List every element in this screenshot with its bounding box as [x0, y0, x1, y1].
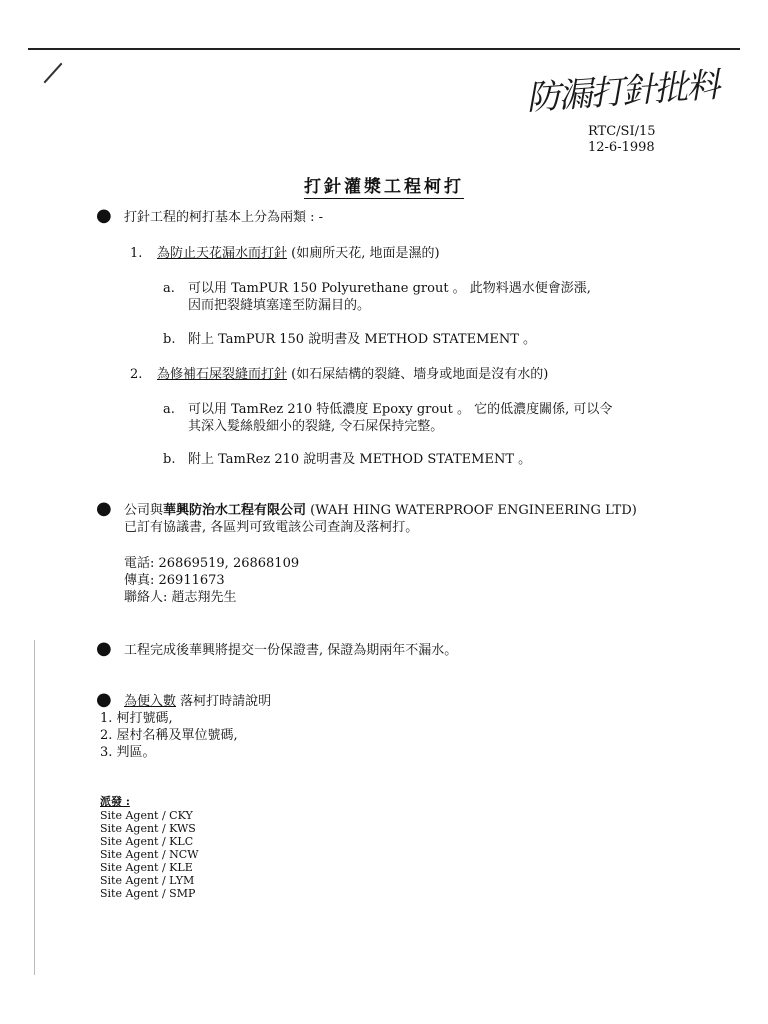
item1b-label: b.	[163, 332, 176, 347]
list-item: 2. 屋村名稱及單位號碼,	[100, 728, 238, 743]
recipient: Site Agent / SMP	[100, 887, 196, 900]
item1b-text: 附上 TamPUR 150 說明書及 METHOD STATEMENT 。	[188, 332, 537, 347]
section2-line2: 已訂有協議書, 各區判可致電該公司查詢及落柯打。	[124, 520, 419, 535]
section4-heading: 為便入數 落柯打時請說明	[124, 694, 272, 709]
section3-text: 工程完成後華興將提交一份保證書, 保證為期兩年不漏水。	[124, 643, 458, 658]
phone-line: 電話: 26869519, 26868109	[124, 556, 300, 571]
item2b-label: b.	[163, 452, 176, 467]
recipient: Site Agent / NCW	[100, 848, 199, 861]
list-item: 1. 柯打號碼,	[100, 711, 173, 726]
reference-code: RTC/SI/15	[588, 124, 656, 139]
section2-line1: 公司與華興防治水工程有限公司 (WAH HING WATERPROOF ENGINEERING LTD)	[124, 503, 637, 518]
recipient: Site Agent / KLE	[100, 861, 193, 874]
bullet: ●	[96, 498, 112, 519]
item2-number: 2.	[130, 367, 143, 382]
item2-heading: 為修補石屎裂縫而打針 (如石屎結構的裂縫、墻身或地面是沒有水的)	[157, 367, 549, 382]
top-rule	[28, 48, 740, 50]
item2b-text: 附上 TamRez 210 說明書及 METHOD STATEMENT 。	[188, 452, 532, 467]
pen-mark	[44, 63, 63, 84]
recipient: Site Agent / KWS	[100, 822, 196, 835]
recipient: Site Agent / KLC	[100, 835, 194, 848]
list-item: 3. 判區。	[100, 745, 156, 760]
fax-line: 傳真: 26911673	[124, 573, 225, 588]
bullet: ●	[96, 205, 112, 226]
item1a-line2: 因而把裂縫填塞達至防漏目的。	[188, 298, 371, 313]
scan-edge-line	[34, 640, 35, 975]
bullet: ●	[96, 689, 112, 710]
handwritten-note: 防漏打針批料	[525, 65, 720, 119]
bullet: ●	[96, 638, 112, 659]
item2a-line1: 可以用 TamRez 210 特低濃度 Epoxy grout 。 它的低濃度關係, 可以令	[188, 402, 613, 417]
distribution-label: 派發 :	[100, 795, 130, 808]
section1-intro: 打針工程的柯打基本上分為兩類 : -	[124, 210, 324, 225]
item2a-label: a.	[163, 402, 175, 417]
item2a-line2: 其深入髮絲般細小的裂縫, 令石屎保持完整。	[188, 419, 444, 434]
item1-heading: 為防止天花漏水而打針 (如廁所天花, 地面是濕的)	[157, 246, 440, 261]
item1a-line1: 可以用 TamPUR 150 Polyurethane grout 。 此物料遇水便會澎漲,	[188, 281, 591, 296]
item1-number: 1.	[130, 246, 143, 261]
reference-block	[588, 124, 656, 156]
recipient: Site Agent / LYM	[100, 874, 195, 887]
contact-line: 聯絡人: 趙志翔先生	[124, 590, 237, 605]
reference-date: 12-6-1998	[588, 140, 655, 155]
recipient: Site Agent / CKY	[100, 809, 193, 822]
item1a-label: a.	[163, 281, 175, 296]
page-title: 打針灌漿工程柯打	[304, 177, 464, 197]
